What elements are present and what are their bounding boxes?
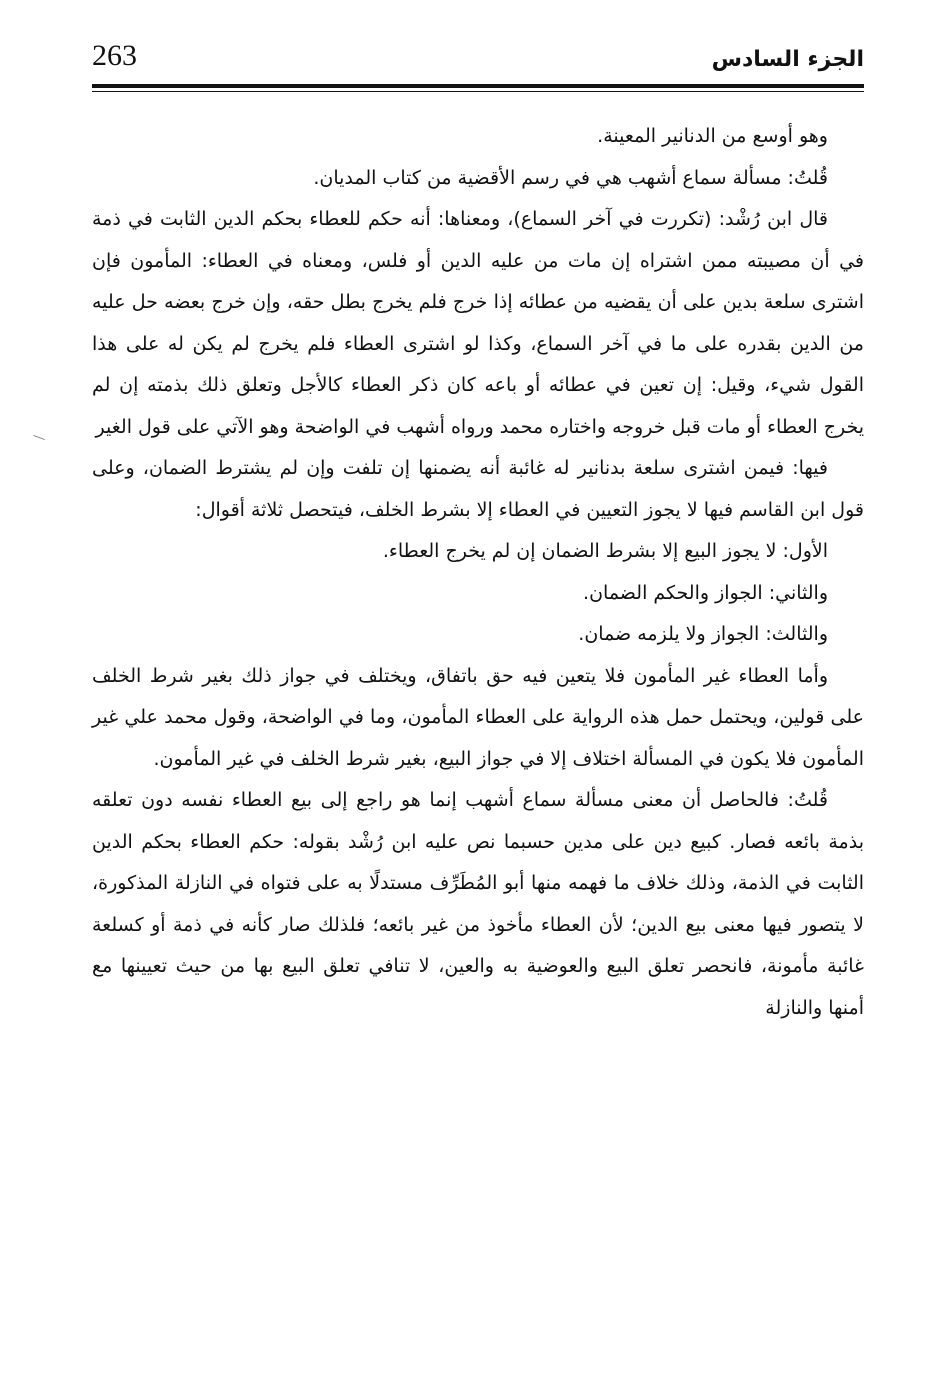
page-body [92, 116, 864, 1029]
page-number: 263 [92, 39, 137, 72]
margin-mark [33, 435, 45, 440]
paragraph-non-secure-stipend: وأما العطاء غير المأمون فلا يتعين فيه حق باتفاق، ويختلف في جواز ذلك بغير شرط الخلف على قولين، ويحتمل حمل هذه الرواية على العطاء المأمون، وما في الواضحة، وقول محمد علي غير المأمون فلا يكون في المسألة اختلاف إلا في جواز البيع، بغير شرط الخلف في غير المأمون. [92, 664, 864, 770]
paragraph-qultu-source: قُلتُ: مسألة سماع أشهب هي في رسم الأقضية من كتاب المديان. [313, 166, 828, 189]
page-header [92, 36, 864, 86]
paragraph-fiha: فيها: فيمن اشترى سلعة بدنانير له غائبة أنه يضمنها إن تلفت وإن لم يشترط الضمان، وعلى قول ابن القاسم فيها لا يجوز التعيين في العطاء إلا بشرط الخلف، فيتحصل ثلاثة أقوال: [92, 457, 864, 521]
list-item-third-opinion: والثالث: الجواز ولا يلزمه ضمان. [578, 623, 828, 645]
list-item-first-opinion: الأول: لا يجوز البيع إلا بشرط الضمان إن لم يخرج العطاء. [382, 540, 828, 562]
part-title: الجزء السادس [711, 47, 864, 72]
paragraph-continuation: وهو أوسع من الدنانير المعينة. [597, 125, 828, 147]
paragraph-conclusion: قُلتُ: فالحاصل أن معنى مسألة سماع أشهب إنما هو راجع إلى بيع العطاء نفسه دون تعلقه بذمة بائعه فصار. كبيع دين على مدين حسبما نص عليه ابن رُشْد بقوله: حكم العطاء بحكم الدين الثابت في الذمة، وذلك خلاف ما فهمه منها أبو المُطَرِّف مستدلًا به على فتواه في النازلة المذكورة، لا يتصور فيها معنى بيع الدين؛ لأن العطاء مأخوذ من غير بائعه؛ فلذلك صار كأنه في ذمة أو كسلعة غائبة مأمونة، فانحصر تعلق البيع والعوضية به والعين، لا تنافي تعلق البيع بها من حيث تعيينها مع أمنها والنازلة [92, 789, 864, 1019]
list-item-second-opinion: والثاني: الجواز والحكم الضمان. [583, 581, 828, 604]
header-rule-thin [92, 91, 864, 92]
paragraph-ibn-rushd: قال ابن رُشْد: (تكررت في آخر السماع)، ومعناها: أنه حكم للعطاء بحكم الدين الثابت في ذمة في أن مصيبته ممن اشتراه إن مات من عليه الدين أو فلس، ومعناه في العطاء: المأمون فإن اشترى سلعة بدين على أن يقضيه من عطائه إذا خرج فلم يخرج بطل حقه، وإن خرج بعضه حل عليه من الدين بقدره على ما في آخر السماع، وكذا لو اشترى العطاء فلم يخرج لم يكن له على هذا القول شيء، وقيل: إن تعين في عطائه أو باعه كان ذكر العطاء كالأجل وتعلق ذلك بذمته إن لم يخرج العطاء أو مات قبل خروجه واختاره محمد ورواه أشهب في الواضحة وهو الآتي على قول الغير [92, 208, 864, 438]
header-rule-thick [92, 84, 864, 88]
